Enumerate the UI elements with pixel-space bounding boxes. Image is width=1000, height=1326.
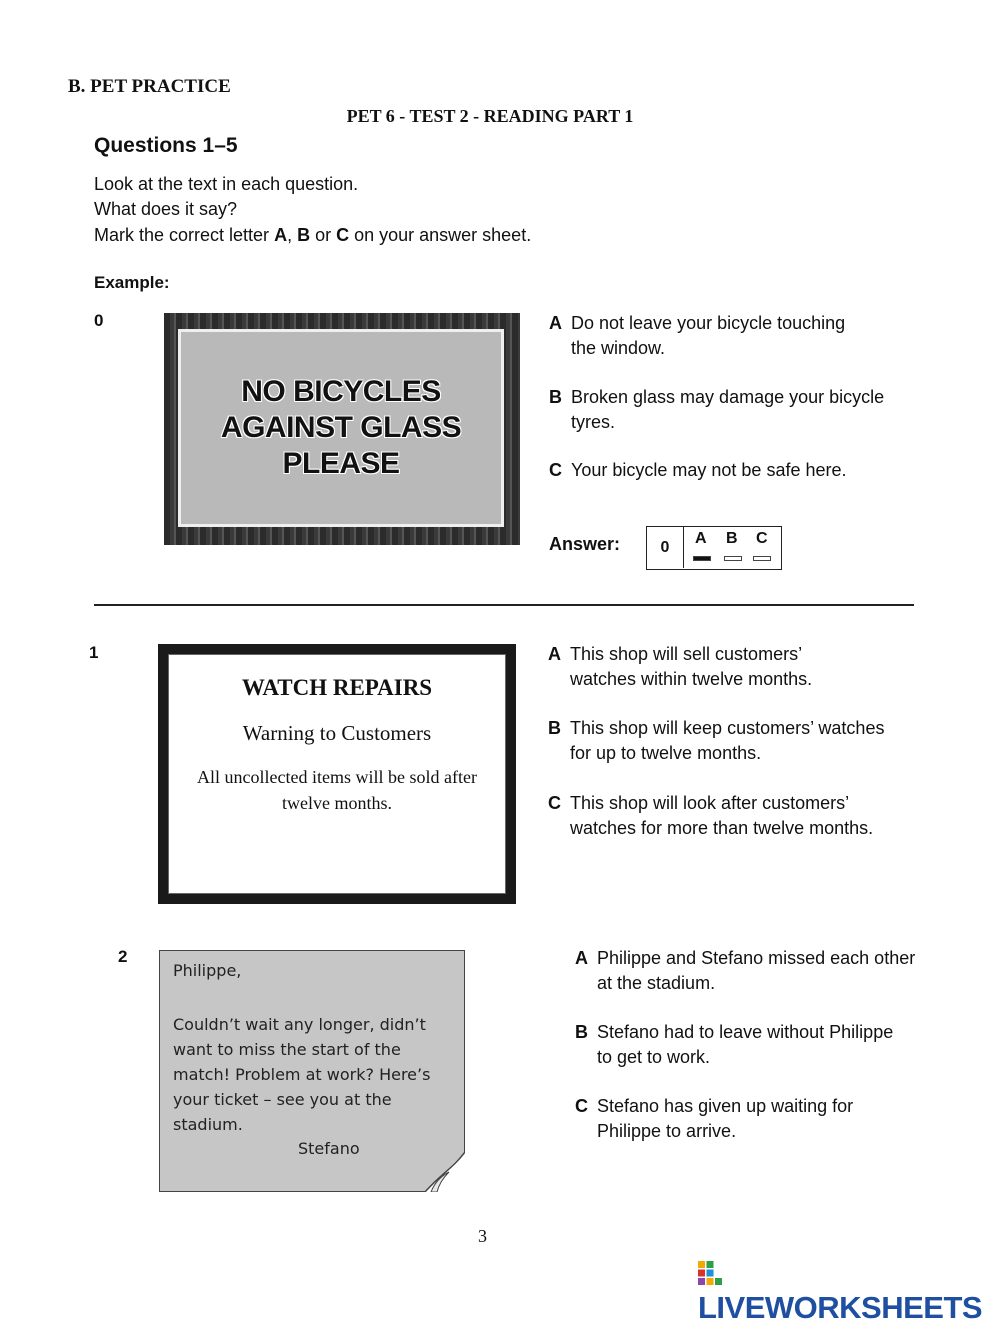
section-label: B. PET PRACTICE [68,76,231,97]
question-2-number: 2 [118,947,128,966]
sign-line: PLEASE [282,447,400,480]
notice-title: WATCH REPAIRS [241,675,433,700]
handwritten-note [159,950,465,1192]
answer-label: Answer: [549,534,621,554]
example-label: Example: [94,273,170,292]
brand-name: LIVEWORKSHEETS [698,1290,983,1325]
q1-option-b[interactable]: B This shop will keep customers’ watches for up to twelve months. [548,718,885,763]
divider [94,604,914,606]
instruction-line-3: Mark the correct letter A, B or C on your answer sheet. [94,225,532,245]
note-body: Couldn’t wait any longer, didn’t want to miss the start of the match! Problem at work? Here’s your ticket – see you at the stadium. [173,1015,431,1134]
note-signature: Stefano [298,1139,360,1158]
answer-letter-b: B [726,530,738,547]
example-option-c: C Your bicycle may not be safe here. [549,460,847,480]
q2-option-a[interactable]: A Philippe and Stefano missed each other at the stadium. [575,948,916,993]
instruction-line-2: What does it say? [94,199,238,219]
page-curl-icon [425,1152,465,1192]
answer-box [646,526,782,570]
answer-mark-c[interactable] [753,556,771,561]
test-title: PET 6 - TEST 2 - READING PART 1 [346,106,634,126]
example-option-b: B Broken glass may damage your bicycle tyres. [549,387,885,432]
example-sign-photo [164,313,520,545]
questions-heading: Questions 1–5 [94,134,238,157]
question-1-number: 1 [89,643,99,662]
instruction-line-1: Look at the text in each question. [94,174,359,194]
answer-letter-c: C [756,530,768,547]
answer-number: 0 [647,527,684,568]
answer-letter-a: A [695,530,707,547]
notice-body: All uncollected items will be sold after twelve months. [197,767,477,813]
example-option-a: A Do not leave your bicycle touching the window. [549,313,846,358]
page-number: 3 [478,1226,487,1246]
liveworksheets-icon [698,1261,722,1285]
watch-repairs-notice [158,644,516,904]
q1-option-c[interactable]: C This shop will look after customers’ watches for more than twelve months. [548,793,874,838]
answer-mark-b[interactable] [724,556,742,561]
sign-line: NO BICYCLES [241,375,441,408]
notice-subtitle: Warning to Customers [242,721,432,745]
liveworksheets-logo[interactable] [698,1254,1000,1326]
note-greeting: Philippe, [173,961,242,980]
q1-option-a[interactable]: A This shop will sell customers’ watches within twelve months. [548,644,813,689]
example-sign [178,329,504,527]
example-number: 0 [94,311,104,330]
sign-line: AGAINST GLASS [220,411,462,444]
answer-mark-a[interactable] [693,556,711,561]
q2-option-c[interactable]: C Stefano has given up waiting for Philippe to arrive. [575,1096,854,1141]
q2-option-b[interactable]: B Stefano had to leave without Philippe to get to work. [575,1022,894,1067]
